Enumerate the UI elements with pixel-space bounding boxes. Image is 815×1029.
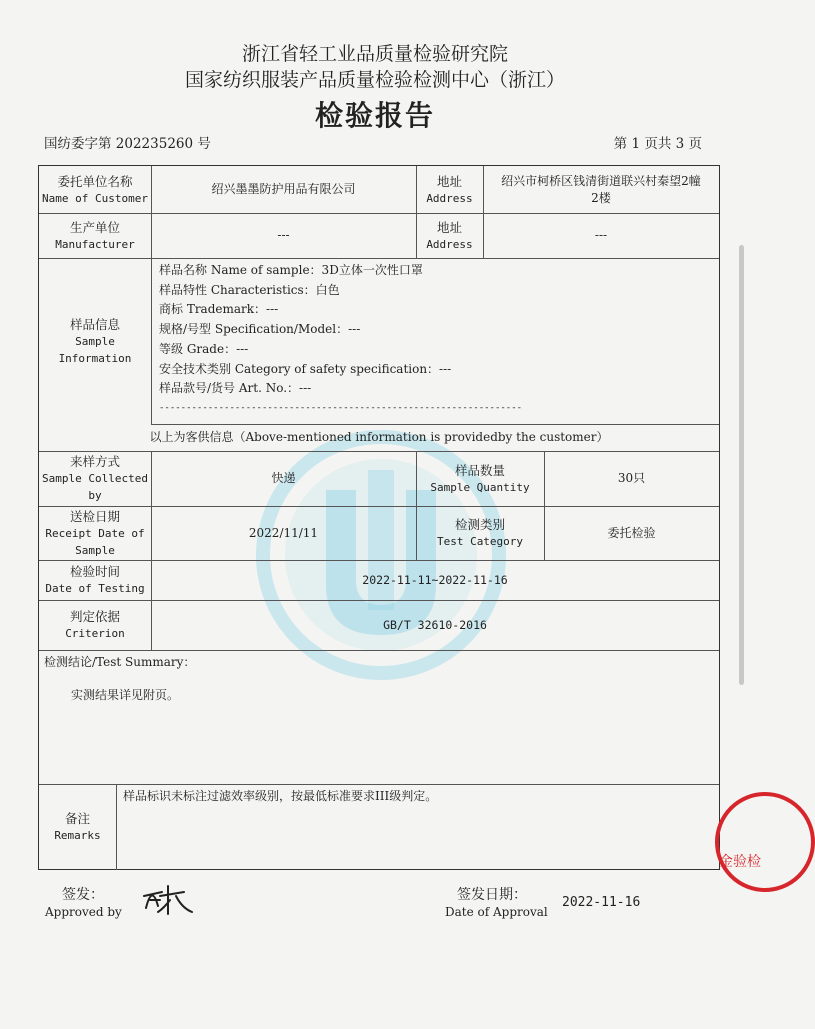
report-table <box>38 165 720 870</box>
sample-info-line: 等级 Grade：--- <box>159 341 249 356</box>
test-category-value: 委托检验 <box>607 525 656 540</box>
customer-provided-note: 以上为客供信息（Above-mentioned information is providedby the customer） <box>149 430 609 444</box>
manufacturer-label: 生产单位 Manufacturer <box>55 219 135 251</box>
date-of-approval-value: 2022-11-16 <box>562 895 641 910</box>
customer-label: 委托单位名称 Name of Customer <box>42 173 148 205</box>
collection-label: 来样方式 Sample Collected by <box>42 454 148 502</box>
approved-by-label: 签发： <box>62 887 104 903</box>
manufacturer-address-value: --- <box>594 228 608 242</box>
sample-info-line: 样品特性 Characteristics：白色 <box>159 282 340 297</box>
date-of-approval-label: 签发日期： <box>457 887 527 903</box>
receipt-label: 送检日期 Receipt Date of Sample <box>45 508 145 557</box>
report-number: 国纺委字第 202235260 号 <box>44 136 211 152</box>
criterion-label: 判定依据 Criterion <box>65 609 125 640</box>
remarks-label: 备注 Remarks <box>54 811 101 842</box>
receipt-value: 2022/11/11 <box>248 525 319 540</box>
criterion-value: GB/T 32610-2016 <box>383 617 487 632</box>
sample-info-label: 样品信息 Sample Information <box>58 316 132 365</box>
customer-address-value: 绍兴市柯桥区钱清街道联兴村秦望2幢 2楼 <box>501 173 701 205</box>
sample-info-dashes: ------------------------------------------------------------------- <box>159 402 523 413</box>
collection-value: 快递 <box>271 471 296 485</box>
testing-date-label: 检验时间 Date of Testing <box>45 564 145 595</box>
test-summary-label: 检测结论/Test Summary： <box>44 655 196 669</box>
sample-info-line: 安全技术类别 Category of safety specification：--- <box>159 361 452 376</box>
official-stamp <box>705 780 815 900</box>
manufacturer-value: --- <box>277 228 290 242</box>
quantity-value: 30只 <box>617 471 646 485</box>
center-name: 国家纺织服装产品质量检验检测中心（浙江） <box>184 69 565 91</box>
sample-info-line: 样品名称 Name of sample：3D立体一次性口罩 <box>159 263 423 277</box>
stamp-text: 金验检 <box>719 854 761 870</box>
testing-date-value: 2022-11-11~2022-11-16 <box>362 572 508 587</box>
sample-info-lines <box>159 261 522 419</box>
customer-value: 绍兴墨墨防护用品有限公司 <box>211 182 356 196</box>
institute-name: 浙江省轻工业品质量检验研究院 <box>241 43 508 65</box>
sample-info-line: 样品款号/货号 Art. No.：--- <box>159 381 312 396</box>
approved-by-en: Approved by <box>45 905 122 919</box>
test-summary-text: 实测结果详见附页。 <box>71 688 180 702</box>
quantity-label: 样品数量 Sample Quantity <box>430 462 530 494</box>
customer-address-label: 地址 Address <box>426 173 473 205</box>
remarks-text: 样品标识未标注过滤效率级别，按最低标准要求III级判定。 <box>123 789 438 803</box>
approver-signature <box>138 878 198 918</box>
sample-info-line: 规格/号型 Specification/Model：--- <box>159 322 361 337</box>
date-of-approval-en: Date of Approval <box>445 905 548 919</box>
test-category-label: 检测类别 Test Category <box>436 517 524 548</box>
sample-info-line: 商标 Trademark：--- <box>159 302 279 317</box>
page-indicator: 第 1 页共 3 页 <box>613 136 702 152</box>
manufacturer-address-label: 地址 Address <box>426 219 473 251</box>
report-title: 检验报告 <box>314 99 435 132</box>
vertical-scrollbar[interactable] <box>739 245 744 685</box>
